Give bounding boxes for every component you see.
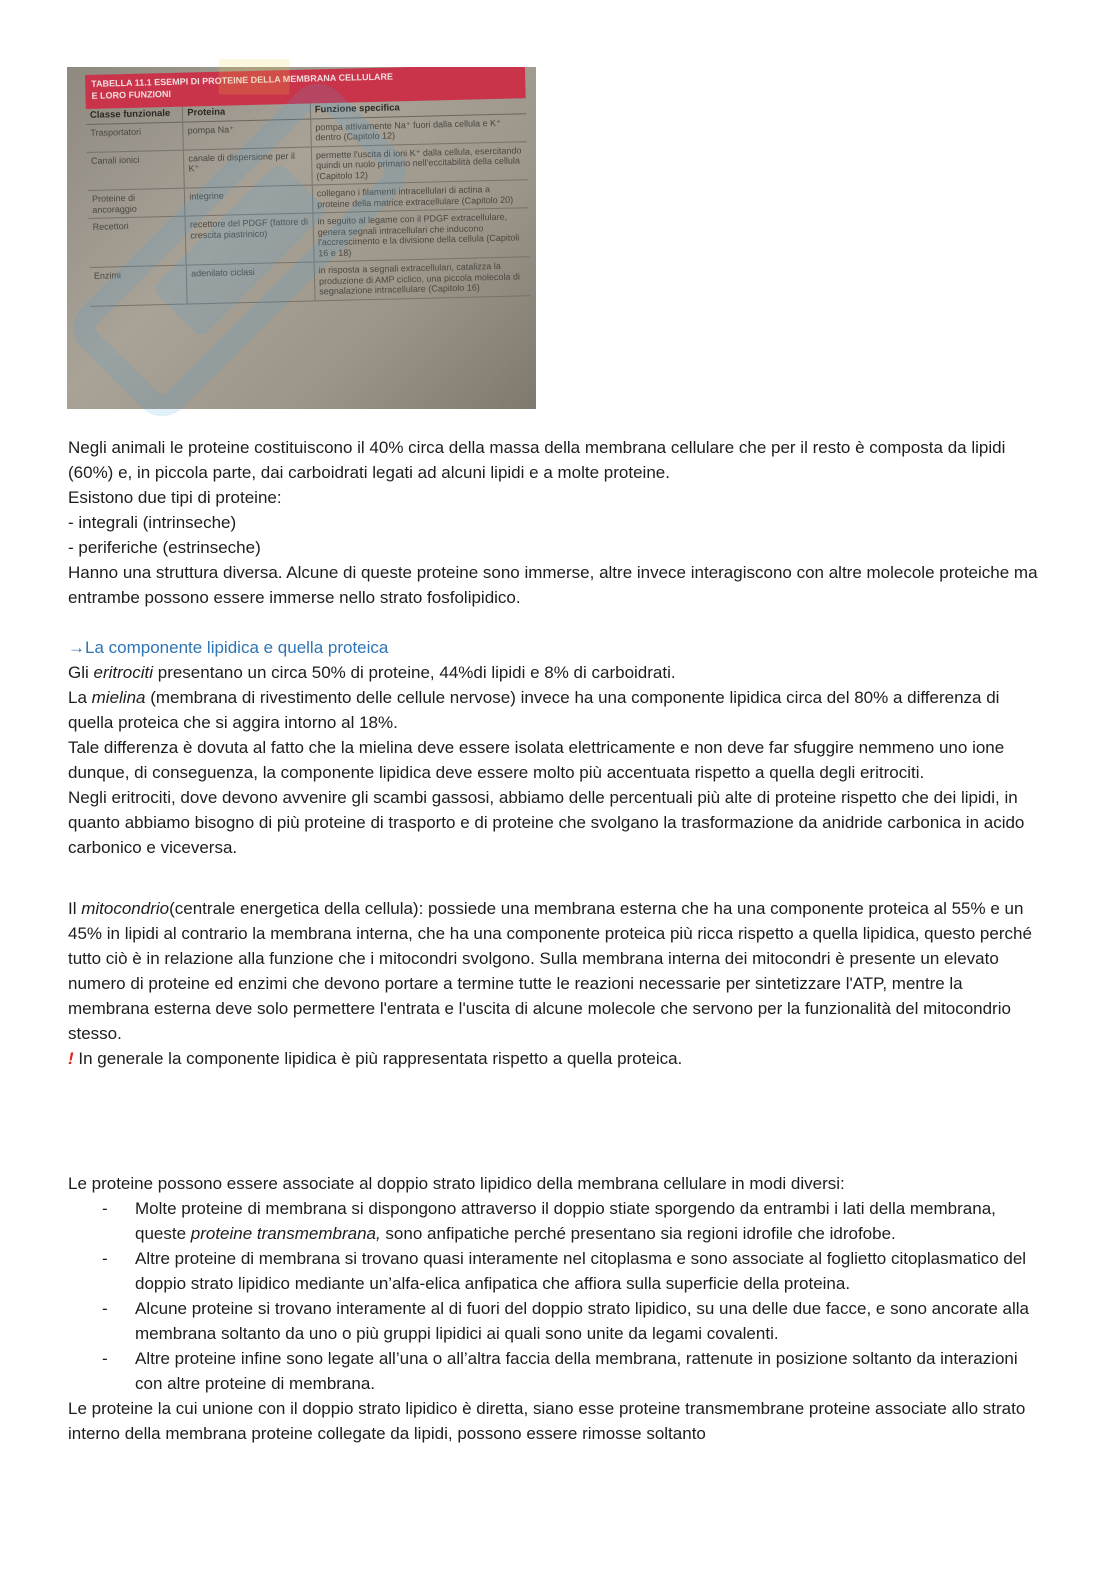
header-funzione: Funzione specifica (310, 98, 526, 118)
difference-paragraph: Tale differenza è dovuta al fatto che la mielina deve essere isolata elettricamente e non deve far sfuggire nemmeno uno ione dunque, di conseguenza, la componente lipidica deve essere molto più accentuata rispetto a quella degli eritrociti. (68, 738, 1005, 782)
list-item (68, 1296, 1048, 1346)
text: Alcune proteine si trovano interamente al di fuori del doppio strato lipidico, su una delle due facce, e sono ancorate alla membrana soltanto da uno o più gruppi lipidici ai quali sono unite da legami covalenti. (135, 1299, 1030, 1343)
term-mielina: mielina (91, 688, 146, 707)
text: In generale la componente lipidica è più rappresentata rispetto a quella proteica. (73, 1049, 683, 1068)
composition-section (68, 635, 1048, 860)
intro-paragraph: Negli animali le proteine costituiscono il 40% circa della massa della membrana cellulare che per il resto è composta da lipidi (60%) e, in piccola parte, dai carboidrati legati ad alcuni lipidi e a molte proteine. (68, 438, 1006, 482)
mitochondrion-section (68, 896, 1048, 1071)
erythrocytes-exchange-paragraph: Negli eritrociti, dove devono avvenire gli scambi gassosi, abbiamo delle percentuali più alte di proteine rispetto che dei lipidi, in quanto abbiamo bisogno di più proteine di trasporto e di proteine che svolgano la trasformazione da anidride carbonica in acido carbonico e viceversa. (68, 788, 1025, 857)
type-peripheral: - periferiche (estrinseche) (68, 538, 261, 557)
textbook-table (85, 67, 533, 405)
list-item (68, 1346, 1048, 1396)
protein-table (86, 98, 531, 306)
text: Gli (68, 663, 94, 682)
table-cell: pompa Na⁺ (183, 119, 311, 150)
association-intro: Le proteine possono essere associate al doppio strato lipidico della membrana cellulare in modi diversi: (68, 1174, 845, 1193)
erythrocytes-paragraph (68, 660, 1048, 685)
table-cell: Recettori (89, 216, 187, 267)
table-cell: canale di dispersione per il K⁺ (184, 146, 312, 188)
exclamation-icon: ! (68, 1049, 74, 1068)
bullet-dash: - (102, 1349, 108, 1368)
text: (membrana di rivestimento delle cellule nervose) invece ha una componente lipidica circa del 80% a differenza di quella proteica che si aggira intorno al 18%. (68, 688, 1000, 732)
text: Molte proteine di membrana si dispongono attraverso il doppio stiate sporgendo da entrambi i lati della membrana, queste (135, 1199, 996, 1243)
text: presentano un circa 50% di proteine, 44%di lipidi e 8% di carboidrati. (153, 663, 676, 682)
table-cell: Canali ionici (87, 150, 185, 191)
text: Altre proteine infine sono legate all’una o all’altra faccia della membrana, rattenute in posizione soltanto da interazioni con altre proteine di membrana. (135, 1349, 1018, 1393)
table-title-line-1: TABELLA 11.1 ESEMPI DI PROTEINE DELLA MEMBRANA CELLULARE (91, 71, 394, 89)
table-cell: in risposta a segnali extracellulari, catalizza la produzione di AMP ciclico, una piccola molecola di segnalazione intracellulare (Capitolo 16) (314, 257, 530, 301)
type-integral: - integrali (intrinseche) (68, 513, 237, 532)
text: Il (68, 899, 82, 918)
term-transmembrana: proteine transmembrana, (190, 1224, 381, 1243)
types-intro: Esistono due tipi di proteine: (68, 488, 282, 507)
list-item (68, 1196, 1048, 1246)
table-cell: in seguito al legame con il PDGF extracellulare, genera segnali intracellulari che inducono l'accrescimento e la divisione della cellula (Capitoli 16 e 18) (313, 208, 530, 262)
text: (centrale energetica della cellula): possiede una membrana esterna che ha una componente proteica al 55% e un 45% in lipidi al contrario la membrana interna, che ha una componente proteica più ricca rispetto a quella lipidica, questo perché tutto ciò è in relazione alla funzione che i mitocondri svolgono. Sulla membrana interna dei mitocondri è presente un elevato numero di proteine ed enzimi che devono portare a termine tutte le reazioni necessarie per sintetizzare l'ATP, mentre la membrana esterna deve solo permettere l'entrata e l'uscita di alcune molecole che servono per la funzionalità del mitocondrio stesso. (68, 899, 1032, 1043)
section-heading: →La componente lipidica e quella proteica (68, 638, 389, 657)
header-classe: Classe funzionale (86, 107, 183, 124)
table-cell: collegano i filamenti intracellulari di actina a proteine della matrice extracellulare (Capitolo 20) (312, 180, 528, 213)
header-proteina: Proteina (183, 104, 311, 122)
text: sono anfipatiche perché presentano sia regioni idrofile che idrofobe. (380, 1224, 896, 1243)
textbook-table-photo (67, 67, 536, 409)
bullet-dash: - (102, 1249, 108, 1268)
text: La (68, 688, 92, 707)
term-mitocondrio: mitocondrio (81, 899, 170, 918)
list-item (68, 1246, 1048, 1296)
table-cell: permette l'uscita di ioni K⁺ dalla cellula, esercitando quindi un ruolo primario nell'eccitabilità della cellula (Capitolo 12) (311, 141, 527, 185)
general-note (68, 1046, 1048, 1071)
association-section (68, 1171, 1048, 1446)
structure-paragraph: Hanno una struttura diversa. Alcune di queste proteine sono immerse, altre invece interagiscono con altre molecole proteiche ma entrambe possono essere immerse nello strato fosfolipidico. (68, 563, 1038, 607)
myelin-paragraph (68, 685, 1048, 735)
table-cell: Proteine di ancoraggio (88, 188, 185, 218)
intro-block (68, 435, 1048, 610)
table-cell: pompa attivamente Na⁺ fuori dalla cellula e K⁺ dentro (Capitolo 12) (311, 113, 527, 146)
table-cell: Trasportatori (86, 122, 183, 152)
closing-paragraph: Le proteine la cui unione con il doppio strato lipidico è diretta, siano esse proteine transmembrane proteine associate allo strato interno della membrana proteine collegate da lipidi, possono essere rimosse soltanto (68, 1399, 1026, 1443)
table-cell: Enzimi (90, 265, 188, 306)
text: Altre proteine di membrana si trovano quasi interamente nel citoplasma e sono associate al foglietto citoplasmatico del doppio strato lipidico mediante un’alfa-elica anfipatica che affiora sulla superficie della proteina. (135, 1249, 1027, 1293)
term-eritrociti: eritrociti (93, 663, 154, 682)
table-cell: integrine (185, 185, 313, 216)
table-cell: adenilato ciclasi (186, 262, 314, 304)
bullet-dash: - (102, 1199, 108, 1218)
association-list (68, 1196, 1048, 1396)
table-cell: recettore del PDGF (fattore di crescita piastrinico) (185, 213, 314, 265)
bullet-dash: - (102, 1299, 108, 1318)
table-title-line-2: E LORO FUNZIONI (91, 88, 172, 101)
mitochondrion-paragraph (68, 896, 1048, 1046)
